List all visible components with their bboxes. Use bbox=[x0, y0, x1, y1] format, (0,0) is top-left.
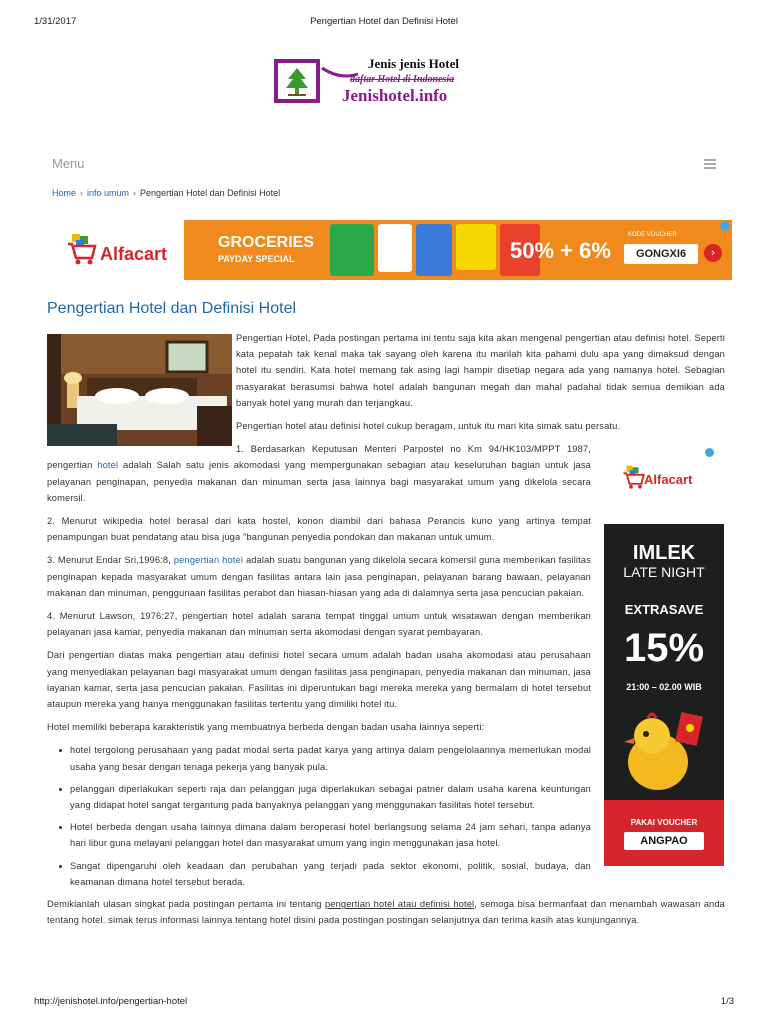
banner-headline: GROCERIES bbox=[218, 234, 315, 251]
banner-voucher-code: GONGXI6 bbox=[624, 244, 698, 264]
side-ad-headline: IMLEK bbox=[632, 542, 696, 564]
paragraph: 1. Berdasarkan Keputusan Menteri Parpostel no Km 94/HK103/MPPT 1987, pengertian hotel adalah Salah satu jenis akomodasi yang mempergunakan sebagian atau keseluruhan bagian untuk jasa pelayanan penginapan, penyedia makanan dan minuman serta jasa lainnya bagi masyarakat umum yang dikelola secara komersil. bbox=[47, 444, 591, 503]
breadcrumb bbox=[52, 188, 280, 198]
paragraph: 2. Menurut wikipedia hotel berasal dari kata hostel, konon diambil dari bahasa Perancis kuno yang artinya tempat penampungan buat pendatang atau bisa juga "bangunan penyedia pondokan dan makanan untuk umum. bbox=[47, 516, 591, 543]
logo-top-text: Jenis jenis Hotel bbox=[368, 56, 459, 71]
paragraph: Demikianlah ulasan singkat pada postingan pertama ini tentang pengertian hotel atau definisi hotel, semoga bisa bermanfaat dan menambah wawasan anda tentang hotel. simak terus informasi lainnya tentang hotel disini pada postingan postingan selanjutnya dan terima kasih atas kunjungannya. bbox=[47, 899, 725, 926]
side-ad-time: 21:00 – 02.00 WIB bbox=[626, 682, 702, 692]
print-title: Pengertian Hotel dan Definisi Hotel bbox=[310, 16, 458, 27]
banner-discount: 50% + 6% bbox=[510, 238, 611, 263]
chevron-right-icon: › bbox=[133, 188, 137, 198]
side-ad-cta-code[interactable]: ANGPAO bbox=[624, 832, 704, 850]
chevron-right-icon: › bbox=[80, 188, 84, 198]
adchoices-icon[interactable] bbox=[720, 221, 730, 231]
paragraph: Pengertian hotel atau definisi hotel cukup beragam, untuk itu mari kita simak satu persatu. bbox=[236, 421, 621, 432]
list-item: Sangat dipengaruhi oleh keadaan dan perubahan yang terjadi pada sektor ekonomi, politik, sosial, budaya, dan keamanan dimana hotel tersebut berada. bbox=[59, 858, 725, 890]
side-ad-extra: EXTRASAVE bbox=[624, 602, 704, 617]
paragraph: Dari pengertian diatas maka pengertian atau definisi hotel secara umum adalah badan usaha akomodasi atau perusahaan yang menyediakan pelayanan bagi masyarakat umum dengan fasilitas jasa penginapan, penyedia makanan dan minuman, jasa layanan kamar, serta jasa pencucian pakaian. Fasilitas ini diperuntukan bagi mereka mereka yang bermalam di hotel tersebut ataupun mereka yang hanya menggunakan fasilitas tertentu yang dimiliki hotel itu. bbox=[47, 650, 591, 710]
list-item: hotel tergolong perusahaan yang padat modal serta padat karya yang artinya dalam pengelolaannya memerlukan modal usaha yang besar dengan tenaga pekerja yang banyak pula. bbox=[59, 742, 725, 774]
chevron-right-icon[interactable]: › bbox=[704, 244, 722, 262]
print-url: http://jenishotel.info/pengertian-hotel bbox=[34, 996, 188, 1007]
paragraph: Pengertian Hotel, Pada postingan pertama ini tentu saja kita akan mengenal pengertian atau definisi hotel. Seperti kata pepatah tak kenal maka tak sayang oleh karena itu marilah kita pahami dulu apa yang dimaksud dengan hotel itu sendiri. Kata hotel memang tak asing lagi hampir disetiap negara ada yang namanya hotel. Sebagian masyarakat berasumsi bahwa hotel adalah bangunan megah dan mahal padahal tidak semua demikian ada banyak hotel yang murah dan terjangkau. bbox=[236, 333, 725, 408]
print-page-number: 1/3 bbox=[720, 996, 734, 1007]
hamburger-icon[interactable] bbox=[704, 159, 716, 169]
breadcrumb-category[interactable]: info umum bbox=[87, 188, 130, 198]
side-ad-brand: Alfacart bbox=[644, 472, 693, 487]
article-body bbox=[47, 330, 725, 936]
menu-bar[interactable] bbox=[52, 156, 716, 174]
banner-voucher-label: KODE VOUCHER bbox=[628, 232, 677, 238]
paragraph: 3. Menurut Endar Sri,1996:8, pengertian hotel adalah suatu bangunan yang dikelola secara komersil guna memberikan fasilitas penginapan kepada masyarakat umum dengan fasilitas antara lain jasa penginapan, pelayanan barang bawaan, pelayanan makanan dan minuman, penggunaan fasilitas perabot dan hiasan-hiasan yang ada di dalamnya serta jasa pencucian pakaian. bbox=[47, 555, 591, 598]
paragraph: Hotel memiliki beberapa karakteristik yang membuatnya berbeda dengan badan usaha lainnya seperti: bbox=[47, 722, 485, 733]
hotel-link[interactable]: hotel bbox=[97, 460, 119, 471]
breadcrumb-current: Pengertian Hotel dan Definisi Hotel bbox=[140, 188, 281, 198]
list-item: pelanggan diperlakukan seperti raja dan pelanggan juga diperlakukan sebagai patner dalam usaha karena keuntungan yang didapat hotel sangat tergantung pada banyaknya pelanggan yang menggunakan fasilitas hotel tersebut. bbox=[59, 781, 725, 813]
definisi-hotel-link[interactable]: pengertian hotel atau definisi hotel bbox=[324, 899, 475, 910]
breadcrumb-home[interactable]: Home bbox=[52, 188, 77, 198]
menu-label[interactable]: Menu bbox=[52, 156, 85, 171]
banner-brand: Alfacart bbox=[100, 244, 168, 264]
print-footer bbox=[34, 996, 734, 1010]
pengertian-hotel-link[interactable]: pengertian hotel bbox=[173, 555, 244, 566]
logo-tree-icon bbox=[274, 59, 320, 103]
list-item: Hotel berbeda dengan usaha lainnya dimana dalam beroperasi hotel berlangsung selama 24 jam sehari, tanpa adanya hari libur guna melayani pelanggan hotel dan masyarakat umum yang ingin menggunakan jasa hotel. bbox=[59, 819, 725, 851]
article-title: Pengertian Hotel dan Definisi Hotel bbox=[47, 300, 297, 317]
print-date: 1/31/2017 bbox=[34, 16, 77, 27]
site-logo[interactable] bbox=[274, 56, 490, 108]
side-ad-subline: LATE NIGHT bbox=[623, 564, 705, 580]
shopping-cart-icon bbox=[66, 232, 98, 266]
banner-subline: PAYDAY SPECIAL bbox=[218, 254, 295, 264]
side-ad-cta-label: PAKAI VOUCHER bbox=[630, 818, 698, 827]
print-header bbox=[34, 16, 734, 30]
side-ad-discount: 15% bbox=[623, 626, 705, 670]
banner-ad[interactable] bbox=[58, 220, 732, 280]
logo-tagline: daftar Hotel di Indonesia bbox=[350, 74, 455, 85]
paragraph: 4. Menurut Lawson, 1976:27, pengertian hotel adalah sarana tempat tinggal umum untuk wisatawan dengan memberikan pelayanan jasa kamar, penyedia makanan dan minuman serta akomodasi dengan syarat pembayaran. bbox=[47, 611, 591, 638]
logo-name: Jenishotel.info bbox=[342, 86, 448, 105]
